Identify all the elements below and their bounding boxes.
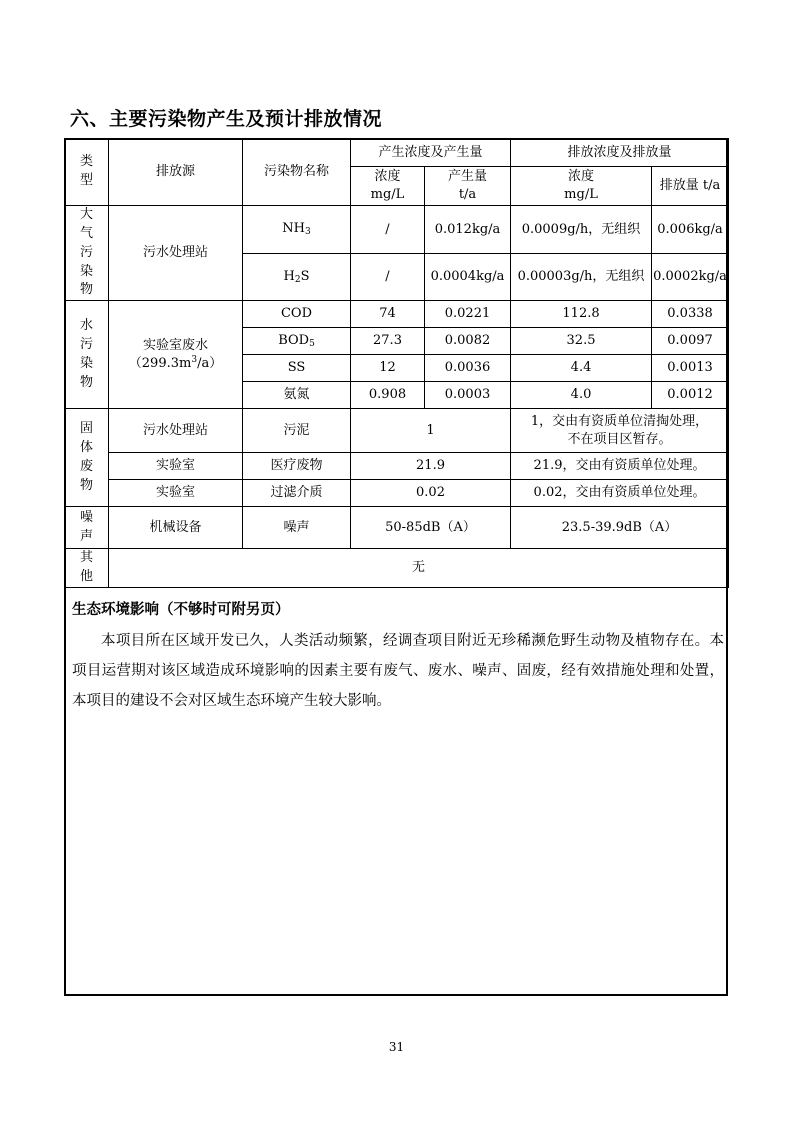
section-frame [64,138,728,996]
emission-cell: 23.5-39.9dB（A） [511,507,729,549]
prod-amount-cell: 0.0221 [425,301,511,328]
prod-amount-cell: 0.0082 [425,328,511,355]
category-water: 水污染物 [65,301,109,409]
emis-conc-cell: 0.00003g/h，无组织 [511,253,652,301]
header-type: 类型 [65,139,109,206]
category-air: 大气污染物 [65,206,109,301]
header-emis-conc: 浓度 mg/L [511,167,652,206]
prod-conc-cell: 0.908 [351,382,425,409]
header-pollutant: 污染物名称 [243,139,351,206]
header-prod-conc: 浓度 mg/L [351,167,425,206]
header-prod-amount: 产生量 t/a [425,167,511,206]
pollutant-cell: 过滤介质 [243,480,351,507]
source-cell: 污水处理站 [109,409,243,453]
emis-conc-cell: 0.0009g/h，无组织 [511,206,652,254]
category-other: 其他 [65,549,109,588]
emis-amount-cell: 0.0002kg/a [652,253,729,301]
pollutant-cell: $NH_3$ [243,206,351,254]
category-solid: 固体废物 [65,409,109,507]
source-cell: 机械设备 [109,507,243,549]
emis-amount-cell: 0.0012 [652,382,729,409]
pollutant-cell: 污泥 [243,409,351,453]
production-cell: 1 [351,409,511,453]
pollutant-cell: COD [243,301,351,328]
header-production-group: 产生浓度及产生量 [351,139,511,167]
production-cell: 21.9 [351,453,511,480]
eco-impact-body: 本项目所在区域开发已久，人类活动频繁，经调查项目附近无珍稀濒危野生动物及植物存在。本项目运营期对该区域造成环境影响的因素主要有废气、废水、噪声、固废，经有效措施处理和处置，本项目的建设不会对区域生态环境产生较大影响。 [72,633,724,709]
pollutant-cell: 氨氮 [243,382,351,409]
production-cell: 0.02 [351,480,511,507]
emission-cell: 0.02，交由有资质单位处理。 [511,480,729,507]
source-cell: 实验室 [109,480,243,507]
production-cell: 50-85dB（A） [351,507,511,549]
emis-amount-cell: 0.0013 [652,355,729,382]
category-noise: 噪声 [65,507,109,549]
emis-amount-cell: 0.006kg/a [652,206,729,254]
emis-conc-cell: 112.8 [511,301,652,328]
emission-cell: 1，交由有资质单位清掏处理， 不在项目区暂存。 [511,409,729,453]
prod-amount-cell: 0.012kg/a [425,206,511,254]
header-emis-amount: 排放量 t/a [652,167,729,206]
eco-impact-title: 生态环境影响（不够时可附另页） [72,602,290,618]
emis-conc-cell: 32.5 [511,328,652,355]
prod-conc-cell: 74 [351,301,425,328]
section-heading: 六、主要污染物产生及预计排放情况 [70,108,383,130]
prod-conc-cell: / [351,253,425,301]
prod-amount-cell: 0.0036 [425,355,511,382]
emis-amount-cell: 0.0097 [652,328,729,355]
pollutant-cell: SS [243,355,351,382]
prod-conc-cell: 27.3 [351,328,425,355]
emis-amount-cell: 0.0338 [652,301,729,328]
emis-conc-cell: 4.4 [511,355,652,382]
prod-amount-cell: 0.0004kg/a [425,253,511,301]
source-cell: 实验室 [109,453,243,480]
pollutant-cell: 医疗废物 [243,453,351,480]
prod-conc-cell: 12 [351,355,425,382]
prod-conc-cell: / [351,206,425,254]
header-source: 排放源 [109,139,243,206]
page-number: 31 [388,1040,405,1054]
emission-cell: 21.9，交由有资质单位处理。 [511,453,729,480]
emis-conc-cell: 4.0 [511,382,652,409]
pollutant-cell: $H_2S$ [243,253,351,301]
header-emission-group: 排放浓度及排放量 [511,139,729,167]
prod-amount-cell: 0.0003 [425,382,511,409]
pollutant-cell: $BOD_5$ [243,328,351,355]
source-cell: 污水处理站 [109,206,243,301]
other-value: 无 [109,549,729,588]
pollutant-cell: 噪声 [243,507,351,549]
source-cell: 实验室废水 $(299.3m^3/a)$ [109,301,243,409]
